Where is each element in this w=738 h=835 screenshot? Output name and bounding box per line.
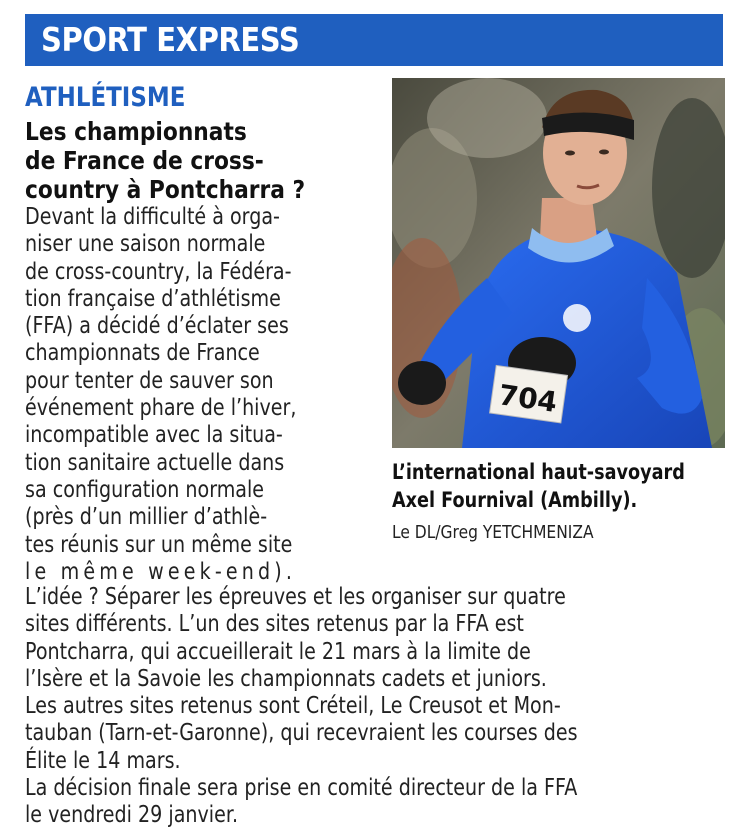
body-line: sa configuration normale	[25, 476, 265, 503]
body-line: incompatible avec la situa-	[25, 422, 283, 449]
body-line: tes réunis sur un même site	[25, 531, 293, 558]
body-line: L’idée ? Séparer les épreuves et les organiser sur quatre	[25, 584, 566, 610]
photo-credit: Le DL/Greg YETCHMENIZA	[392, 522, 594, 543]
athlete-photo	[392, 78, 725, 448]
photo-caption	[392, 458, 728, 514]
caption-line: Axel Fournival (Ambilly).	[392, 488, 638, 512]
body-line: le même week-end).	[25, 558, 297, 585]
body-line: (près d’un millier d’athlè-	[25, 504, 268, 531]
section-banner	[25, 14, 723, 66]
runner-illustration	[392, 78, 725, 448]
body-line: de cross-country, la Fédéra-	[25, 258, 292, 285]
body-line: tion française d’athlétisme	[25, 285, 281, 312]
body-line: Les autres sites retenus sont Créteil, Le Creusot et Mon-	[25, 693, 561, 720]
caption-line: L’international haut-savoyard	[392, 460, 685, 484]
article-headline	[25, 117, 373, 204]
article-body-full	[25, 584, 722, 830]
section-title: SPORT EXPRESS	[41, 20, 300, 59]
body-line: tion sanitaire actuelle dans	[25, 449, 285, 476]
body-line: l’Isère et la Savoie les championnats cadets et juniors.	[25, 665, 547, 692]
body-line: tauban (Tarn-et-Garonne), qui recevraient les courses des	[25, 720, 578, 747]
body-line: Devant la difficulté à orga-	[25, 204, 280, 230]
article-kicker: ATHLÉTISME	[25, 82, 186, 113]
body-line: événement phare de l’hiver,	[25, 395, 297, 422]
headline-line: Les championnats	[25, 117, 247, 146]
headline-line: country à Pontcharra ?	[25, 175, 306, 204]
body-line: le vendredi 29 janvier.	[25, 802, 239, 829]
body-line: Pontcharra, qui accueillerait le 21 mars à la limite de	[25, 638, 531, 665]
body-line: (FFA) a décidé d’éclater ses	[25, 313, 289, 340]
headline-line: de France de cross-	[25, 146, 264, 175]
article-body-column	[25, 204, 357, 586]
body-line: niser une saison normale	[25, 231, 266, 258]
body-line: Élite le 14 mars.	[25, 747, 181, 774]
body-line: sites différents. L’un des sites retenus par la FFA est	[25, 611, 524, 638]
body-line: La décision finale sera prise en comité directeur de la FFA	[25, 775, 578, 802]
body-line: championnats de France	[25, 340, 260, 367]
body-line: pour tenter de sauver son	[25, 367, 274, 394]
bib-number: 704	[496, 378, 560, 420]
